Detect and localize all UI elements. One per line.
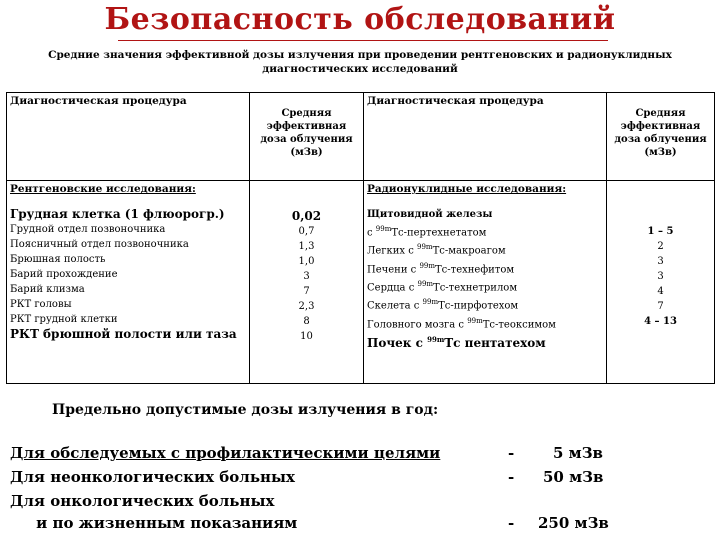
header-dose-right <box>607 93 715 181</box>
header-dose-line: эффективная <box>266 121 347 132</box>
isotope-mass: 99m <box>422 298 439 307</box>
xray-item-name: Брюшная полость <box>10 254 106 265</box>
xray-item-value: 10 <box>300 331 313 342</box>
limit-dash: - <box>508 514 515 532</box>
isotope-mass: 99m <box>417 243 433 252</box>
title-underline <box>118 40 608 41</box>
header-dose-line: эффективная <box>620 121 701 132</box>
nuclear-procedures <box>364 181 607 384</box>
xray-procedures <box>7 181 250 384</box>
nuclear-item-value: 4 <box>657 286 664 297</box>
isotope-mass: 99m <box>419 261 436 270</box>
nuclear-item-suffix: Тс-технефитом <box>435 263 515 275</box>
nuclear-item-name <box>367 277 603 295</box>
nuclear-item-value: 2 <box>657 241 664 252</box>
xray-item-value: 1,3 <box>298 241 315 252</box>
xray-item-name: РКТ брюшной полости или таза <box>10 327 237 341</box>
xray-item-value: 2,3 <box>298 301 315 312</box>
xray-item-name: Грудная клетка (1 флюорогр.) <box>10 207 225 221</box>
header-dose-line: (мЗв) <box>290 147 323 158</box>
limit-label: и по жизненным показаниям <box>10 514 298 532</box>
limit-value: 250 мЗв <box>538 514 609 532</box>
xray-item-name: Грудной отдел позвоночника <box>10 224 166 235</box>
nuclear-item-prefix: Скелета с <box>367 300 423 312</box>
header-row <box>7 93 715 181</box>
page-title: Безопасность обследований <box>104 2 616 37</box>
nuclear-item-name <box>367 295 603 313</box>
header-dose-line: (мЗв) <box>644 147 677 158</box>
limit-dash: - <box>508 444 515 462</box>
isotope-mass: 99m <box>427 334 445 344</box>
subtitle-line: диагностических исследований <box>262 63 458 75</box>
header-dose-line: Средняя <box>281 108 332 119</box>
limit-dash: - <box>508 468 515 486</box>
xray-item-value: 0,02 <box>291 209 322 223</box>
limit-label: Для неонкологических больных <box>10 468 295 486</box>
nuclear-item-suffix: Тс пентатехом <box>444 335 546 350</box>
header-dose-line: доза облучения <box>614 134 707 145</box>
nuclear-item-suffix: Тс-пертехнетатом <box>391 227 487 239</box>
header-procedure-left: Диагностическая процедура <box>7 93 250 181</box>
xray-item-value: 7 <box>303 286 310 297</box>
nuclear-values <box>607 181 715 384</box>
xray-item-name: РКТ грудной клетки <box>10 314 118 325</box>
xray-item-value: 0,7 <box>298 226 315 237</box>
xray-item-name: Барий прохождение <box>10 269 118 280</box>
xray-values <box>250 181 364 384</box>
limit-label: Для онкологических больных <box>10 492 275 510</box>
header-dose-line: Средняя <box>635 108 686 119</box>
nuclear-item-suffix: Тс-теоксимом <box>482 318 556 330</box>
nuclear-item-suffix: Тс-технетрилом <box>433 282 518 294</box>
nuclear-item-prefix: Почек с <box>367 335 428 350</box>
xray-item-value: 1,0 <box>298 256 315 267</box>
nuclear-item-prefix: Легких с <box>367 245 418 257</box>
header-procedure-right: Диагностическая процедура <box>364 93 607 181</box>
isotope-mass: 99m <box>467 316 483 325</box>
subtitle-line: Средние значения эффективной дозы излучения при проведении рентгеновских и радионуклидных <box>48 49 672 61</box>
nuclear-item-prefix: с <box>367 227 376 239</box>
nuclear-item-suffix: Тс-макроагом <box>432 245 506 257</box>
xray-item-value: 8 <box>303 316 310 327</box>
header-dose-line: доза облучения <box>260 134 353 145</box>
nuclear-item-value: 3 <box>657 271 664 282</box>
limit-value: 5 мЗв <box>553 444 603 462</box>
xray-item-name: Поясничный отдел позвоночника <box>10 239 189 250</box>
nuclear-item-suffix: Тс-пирфотехом <box>438 300 519 312</box>
nuclear-item-value: 1 – 5 <box>647 226 674 237</box>
xray-item-value: 3 <box>303 271 310 282</box>
xray-section-title: Рентгеновские исследования: <box>10 183 196 195</box>
nuclear-item-name <box>367 240 603 258</box>
nuclear-item-name <box>367 259 603 277</box>
xray-item-name: Барий клизма <box>10 284 85 295</box>
limits-heading: Предельно допустимые дозы излучения в год: <box>52 402 439 418</box>
subtitle <box>20 48 700 76</box>
nuclear-item-prefix: Сердца с <box>367 282 418 294</box>
nuclear-item-prefix: Печени с <box>367 263 420 275</box>
nuclear-item-name <box>367 222 603 240</box>
dose-table <box>6 92 715 384</box>
xray-item-name: РКТ головы <box>10 299 72 310</box>
nuclear-item-prefix: Головного мозга с <box>367 318 468 330</box>
nuclear-item-name <box>367 332 603 351</box>
nuclear-item-name <box>367 314 603 332</box>
nuclear-item-name: Щитовидной железы <box>367 209 493 220</box>
isotope-mass: 99m <box>375 225 392 233</box>
header-dose-left <box>250 93 364 181</box>
nuclear-section-title: Радионуклидные исследования: <box>367 183 567 195</box>
limit-label: Для обследуемых с профилактическими целями <box>10 444 441 462</box>
limit-value: 50 мЗв <box>543 468 604 486</box>
body-row <box>7 181 715 384</box>
nuclear-item-value: 7 <box>657 301 664 312</box>
nuclear-item-value: 4 – 13 <box>644 316 677 327</box>
nuclear-item-value: 3 <box>657 256 664 267</box>
isotope-mass: 99m <box>417 279 434 288</box>
